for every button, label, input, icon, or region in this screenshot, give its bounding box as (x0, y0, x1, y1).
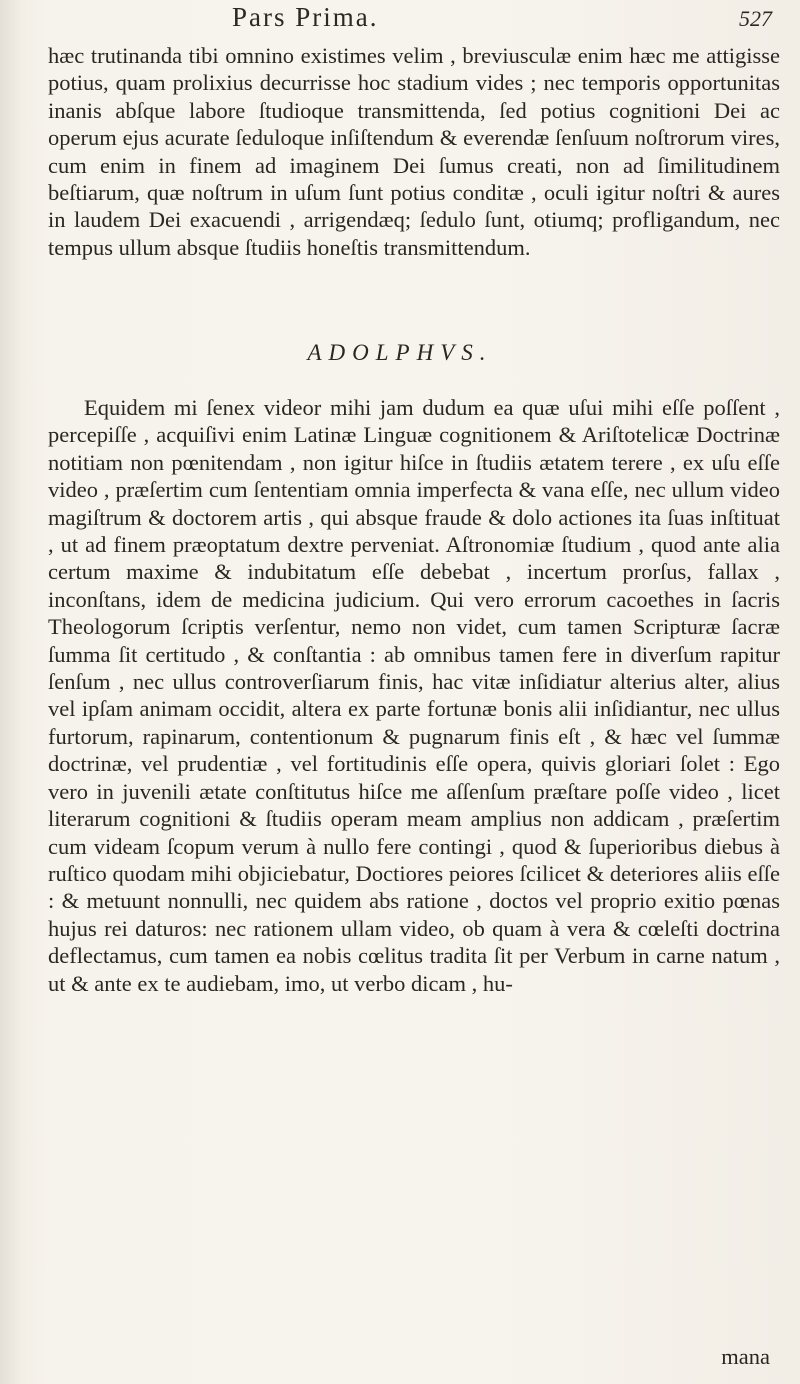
running-head-title: Pars Prima. (232, 2, 379, 32)
running-head (0, 2, 800, 38)
gutter-shadow (0, 0, 22, 1384)
paragraph-adolphus (48, 394, 780, 997)
page-number: 527 (739, 6, 772, 31)
paragraph-continued: hæc trutinanda tibi omnino existimes velim , breviusculæ enim hæc me attigisse potius, quam prolixius decurrisse hoc stadium vides ; nec temporis opportunitas inanis abſque labore ſtudioque transmittenda, ſed potius cognitioni Dei ac operum ejus acurate ſeduloque inſiſtendum & everendæ ſenſuum noſtrorum vires, cum enim in finem ad imaginem Dei ſumus creati, non ad ſimilitudinem beſtiarum, quæ noſtrum in uſum ſunt potius conditæ , oculi igitur noſtri & aures in laudem Dei exacuendi , arrigendæq; ſedulo ſunt, otiumq; profligandum, nec tempus ullum absque ſtudiis honeſtis transmittendum. (48, 43, 780, 260)
catchword: mana (721, 1344, 770, 1369)
speaker-heading: ADOLPHVS. (307, 340, 493, 365)
paragraph-adolphus-text: Equidem mi ſenex videor mihi jam dudum ea quæ uſui mihi eſſe poſſent , percepiſſe , acquiſivi enim Latinæ Linguæ cognitionem & Ariſtotelicæ Doctrinæ notitiam non pœnitendam , non igitur hiſce in ſtudiis ætatem terere , ex uſu eſſe video , præſertim cum ſententiam omnia imperfecta & vana eſſe, nec ullum video magiſtrum & doctorem artis , qui absque fraude & dolo actiones ita ſuas inſtituat , ut ad finem præoptatum dextre perveniat. Aſtronomiæ ſtudium , quod ante alia certum maxime & indubitatum eſſe debebat , incertum prorſus, fallax , inconſtans, idem de medicina judicium. Qui vero errorum cacoethes in ſacris Theologorum ſcriptis verſentur, nemo non videt, cum tamen Scripturæ ſacræ ſumma ſit certitudo , & conſtantia : ab omnibus tamen fere in diverſum rapitur ſenſum , nec ullus controverſiarum finis, hac vitæ inſidiatur alterius alter, alius vel ipſam animam occidit, altera ex parte fortunæ bonis alii inſidiantur, nec ullus furtorum, rapinarum, contentionum & pugnarum finis eſt , & hæc vel ſummæ doctrinæ, vel prudentiæ , vel fortitudinis eſſe opera, quivis gloriari ſolet : Ego vero in juvenili ætate conſtitutus hiſce me aſſenſum præſtare poſſe video , licet literarum cognitioni & ſtudiis operam meam amplius non addicam , præſertim cum videam ſcopum verum à nullo fere contingi , quod & ſuperioribus diebus à ruſtico quodam mihi objiciebatur, Doctiores peiores ſcilicet & deteriores aliis eſſe : & metuunt nonnulli, nec quidem abs ratione , doctos vel proprio exitio pœnas hujus rei daturos: nec rationem ullam video, ob quam à vera & cœleſti doctrina deflectamus, cum tamen ea nobis cœlitus tradita ſit per Verbum in carne natum , ut & ante ex te audiebam, imo, ut verbo dicam , hu- (48, 395, 780, 996)
